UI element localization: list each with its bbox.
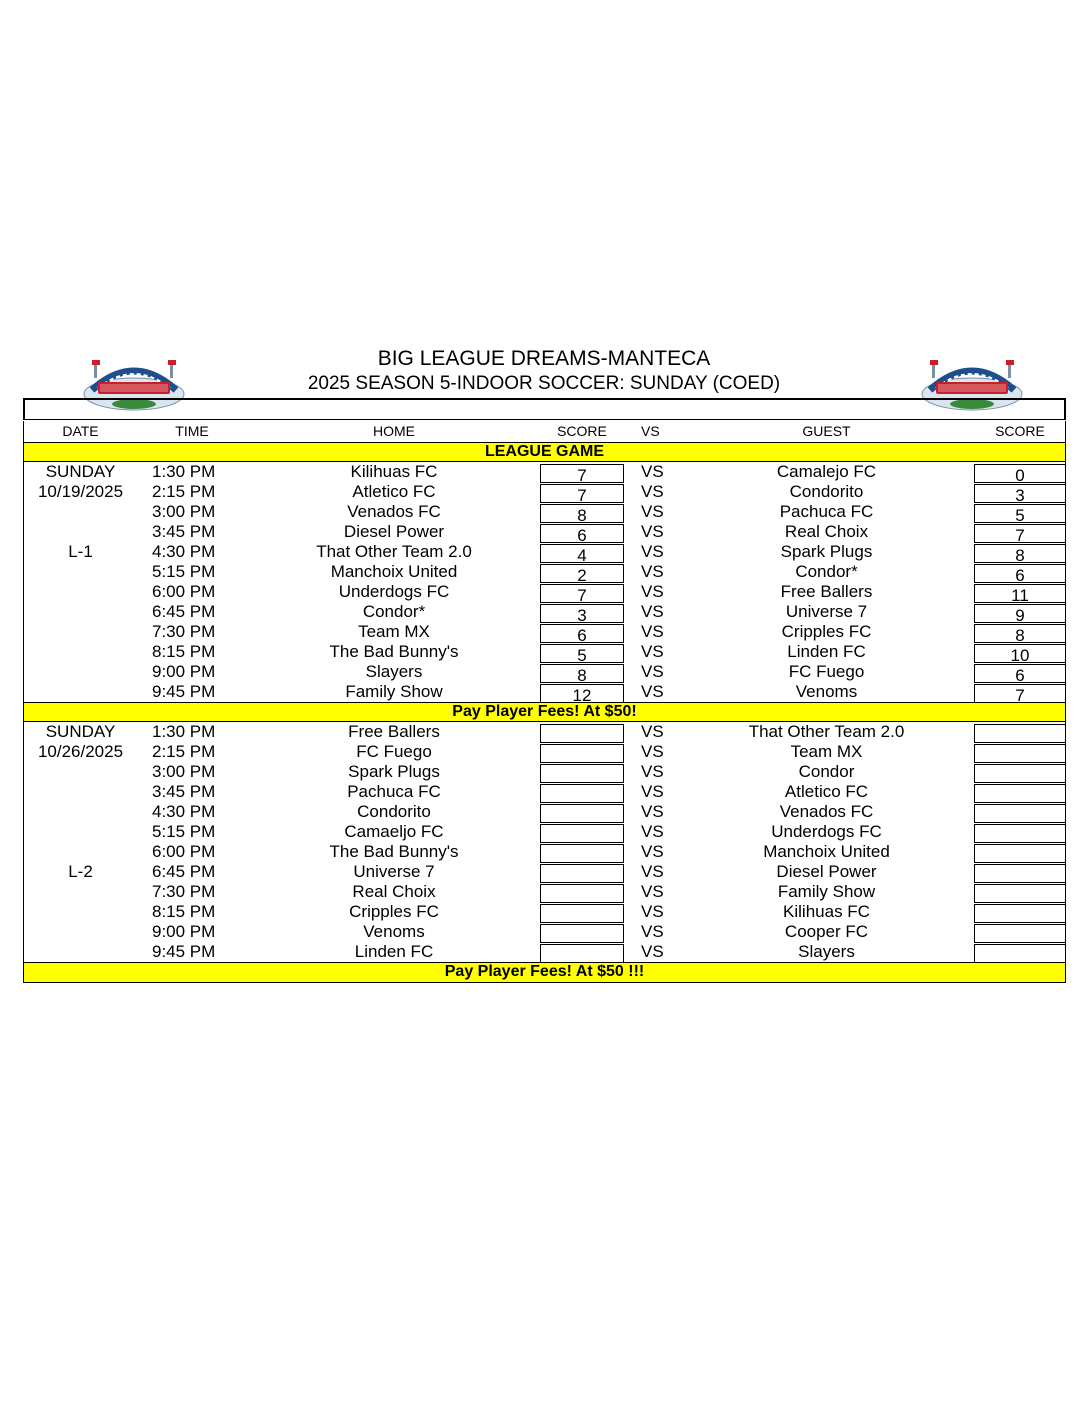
game-time: 1:30 PM (152, 462, 216, 481)
guest-team: Venoms (795, 682, 858, 701)
home-score-box (540, 804, 624, 823)
guest-score-box: 6 (974, 564, 1066, 583)
title-separator-row (23, 398, 1066, 420)
game-row (24, 682, 1065, 705)
game-date (24, 802, 137, 822)
guest-score-box (974, 744, 1066, 763)
guest-team: Universe 7 (785, 602, 868, 621)
home-team: Cripples FC (349, 902, 439, 921)
vs-label: VS (641, 662, 664, 681)
home-team: The Bad Bunny's (329, 842, 459, 861)
column-header-guest-score: SCORE (995, 423, 1045, 439)
game-date: SUNDAY (45, 722, 116, 741)
guest-team: Real Choix (784, 522, 869, 541)
guest-team: Venados FC (779, 802, 874, 821)
game-date (24, 822, 137, 842)
guest-team: Camalejo FC (776, 462, 877, 481)
game-date (24, 622, 137, 642)
vs-label: VS (641, 602, 664, 621)
guest-score-box: 11 (974, 584, 1066, 603)
home-team: Linden FC (354, 942, 434, 961)
home-score-box: 7 (540, 584, 624, 603)
page-subtitle: 2025 SEASON 5-INDOOR SOCCER: SUNDAY (COED) (307, 373, 781, 394)
game-time: 6:45 PM (152, 602, 216, 621)
guest-score-box: 8 (974, 544, 1066, 563)
home-score-box: 6 (540, 524, 624, 543)
column-header-time: TIME (175, 423, 209, 439)
game-row (24, 502, 1065, 525)
home-score-box: 5 (540, 644, 624, 663)
home-team: The Bad Bunny's (329, 642, 459, 661)
game-date (24, 662, 137, 682)
guest-score-box (974, 764, 1066, 783)
game-time: 4:30 PM (152, 542, 216, 561)
game-time: 7:30 PM (152, 882, 216, 901)
vs-label: VS (641, 542, 664, 561)
column-header-home: HOME (373, 423, 415, 439)
vs-label: VS (641, 882, 664, 901)
game-time: 8:15 PM (152, 642, 216, 661)
guest-team: Condor (798, 762, 855, 781)
home-score-box (540, 724, 624, 743)
game-row (24, 822, 1065, 842)
game-time: 2:15 PM (152, 742, 216, 761)
game-time: 3:45 PM (152, 782, 216, 801)
game-date: L-1 (68, 542, 93, 561)
game-row (24, 862, 1065, 882)
game-row (24, 542, 1065, 565)
game-time: 9:45 PM (152, 942, 216, 961)
vs-label: VS (641, 582, 664, 601)
game-time: 2:15 PM (152, 482, 216, 501)
game-date: 10/26/2025 (37, 742, 124, 761)
game-date: SUNDAY (45, 462, 116, 481)
home-score-box: 3 (540, 604, 624, 623)
home-team: Manchoix United (330, 562, 458, 581)
home-score-box (540, 824, 624, 843)
vs-label: VS (641, 742, 664, 761)
game-time: 8:15 PM (152, 902, 216, 921)
home-score-box: 4 (540, 544, 624, 563)
home-score-box: 7 (540, 464, 624, 483)
game-time: 4:30 PM (152, 802, 216, 821)
vs-label: VS (641, 642, 664, 661)
guest-team: Family Show (777, 882, 876, 901)
fee-reminder-banner: Pay Player Fees! At $50! (24, 702, 1065, 722)
game-date (24, 522, 137, 542)
guest-score-box (974, 944, 1066, 963)
guest-score-box (974, 924, 1066, 943)
home-team: Condor* (362, 602, 426, 621)
home-team: FC Fuego (356, 742, 432, 761)
home-team: Real Choix (352, 882, 436, 901)
guest-score-box: 5 (974, 504, 1066, 523)
fee-reminder-banner-final: Pay Player Fees! At $50 !!! (24, 962, 1065, 982)
home-team: Universe 7 (353, 862, 435, 881)
vs-label: VS (641, 922, 664, 941)
guest-score-box (974, 784, 1066, 803)
home-score-box (540, 904, 624, 923)
guest-score-box: 8 (974, 624, 1066, 643)
home-team: That Other Team 2.0 (316, 542, 472, 561)
game-date (24, 562, 137, 582)
guest-score-box: 7 (974, 684, 1066, 703)
game-row (24, 742, 1065, 762)
game-date (24, 602, 137, 622)
vs-label: VS (641, 482, 664, 501)
guest-team: Linden FC (787, 642, 866, 661)
game-time: 6:00 PM (152, 582, 216, 601)
home-team: Underdogs FC (338, 582, 450, 601)
game-date (24, 842, 137, 862)
guest-team: Manchoix United (763, 842, 890, 861)
home-team: Family Show (345, 682, 443, 701)
home-team: Team MX (358, 622, 430, 641)
home-team: Atletico FC (352, 482, 436, 501)
game-date (24, 582, 137, 602)
vs-label: VS (641, 782, 664, 801)
vs-label: VS (641, 942, 664, 961)
game-date (24, 782, 137, 802)
home-team: Spark Plugs (348, 762, 440, 781)
game-row (24, 462, 1065, 485)
game-date (24, 902, 137, 922)
column-header-vs: VS (641, 423, 660, 439)
guest-score-box: 0 (974, 464, 1066, 483)
guest-score-box: 6 (974, 664, 1066, 683)
game-time: 3:00 PM (152, 762, 216, 781)
home-score-box (540, 864, 624, 883)
game-time: 5:15 PM (152, 822, 216, 841)
vs-label: VS (641, 502, 664, 521)
game-row (24, 642, 1065, 665)
vs-label: VS (641, 562, 664, 581)
guest-team: Underdogs FC (771, 822, 882, 841)
guest-team: Condor* (795, 562, 858, 581)
game-row (24, 942, 1065, 962)
vs-label: VS (641, 622, 664, 641)
game-date: 10/19/2025 (37, 482, 124, 501)
guest-team: FC Fuego (788, 662, 865, 681)
game-row (24, 582, 1065, 605)
column-header-guest: GUEST (802, 423, 851, 439)
guest-score-box (974, 804, 1066, 823)
page-title: BIG LEAGUE DREAMS-MANTECA (377, 347, 711, 370)
game-row (24, 802, 1065, 822)
home-team: Kilihuas FC (350, 462, 438, 481)
guest-team: Diesel Power (776, 862, 877, 881)
guest-score-box: 3 (974, 484, 1066, 503)
home-score-box (540, 744, 624, 763)
home-team: Pachuca FC (347, 782, 441, 801)
game-row (24, 662, 1065, 685)
game-time: 9:45 PM (152, 682, 216, 701)
guest-score-box (974, 884, 1066, 903)
game-date (24, 942, 137, 962)
game-row (24, 622, 1065, 645)
game-row (24, 722, 1065, 742)
game-row (24, 602, 1065, 625)
schedule-table (23, 421, 1066, 983)
home-score-box: 12 (540, 684, 624, 703)
game-time: 1:30 PM (152, 722, 216, 741)
league-game-banner: LEAGUE GAME (24, 442, 1065, 462)
vs-label: VS (641, 722, 664, 741)
vs-label: VS (641, 842, 664, 861)
guest-score-box: 10 (974, 644, 1066, 663)
guest-team: Pachuca FC (779, 502, 874, 521)
game-time: 9:00 PM (152, 662, 216, 681)
game-row (24, 562, 1065, 585)
home-score-box (540, 844, 624, 863)
home-team: Condorito (357, 802, 431, 821)
game-time: 3:00 PM (152, 502, 216, 521)
week-1-games (24, 462, 1065, 705)
guest-score-box (974, 724, 1066, 743)
game-row (24, 522, 1065, 545)
guest-team: Slayers (798, 942, 855, 961)
game-time: 9:00 PM (152, 922, 216, 941)
game-time: 7:30 PM (152, 622, 216, 641)
column-header-home-score: SCORE (557, 423, 607, 439)
home-team: Slayers (365, 662, 423, 681)
home-score-box: 7 (540, 484, 624, 503)
guest-team: Free Ballers (780, 582, 873, 601)
vs-label: VS (641, 682, 664, 701)
vs-label: VS (641, 802, 664, 821)
game-date (24, 682, 137, 702)
home-score-box: 2 (540, 564, 624, 583)
game-row (24, 902, 1065, 922)
guest-team: Cripples FC (781, 622, 872, 641)
home-score-box (540, 944, 624, 963)
column-header-row (24, 421, 1065, 442)
home-team: Camaeljo FC (344, 822, 444, 841)
home-score-box: 6 (540, 624, 624, 643)
game-date: L-2 (68, 862, 93, 881)
week-2-games (24, 722, 1065, 962)
guest-team: Cooper FC (784, 922, 869, 941)
vs-label: VS (641, 462, 664, 481)
vs-label: VS (641, 822, 664, 841)
game-time: 3:45 PM (152, 522, 216, 541)
game-row (24, 482, 1065, 505)
home-team: Free Ballers (348, 722, 440, 741)
game-date (24, 762, 137, 782)
game-date (24, 502, 137, 522)
home-score-box (540, 924, 624, 943)
guest-team: Atletico FC (784, 782, 869, 801)
home-score-box: 8 (540, 504, 624, 523)
game-date (24, 642, 137, 662)
guest-team: Condorito (789, 482, 864, 501)
game-date (24, 882, 137, 902)
game-row (24, 882, 1065, 902)
guest-score-box (974, 824, 1066, 843)
guest-score-box: 9 (974, 604, 1066, 623)
guest-team: Team MX (790, 742, 863, 761)
guest-score-box (974, 904, 1066, 923)
home-score-box: 8 (540, 664, 624, 683)
guest-score-box (974, 844, 1066, 863)
home-team: Venados FC (347, 502, 441, 521)
vs-label: VS (641, 862, 664, 881)
game-row (24, 922, 1065, 942)
column-header-date: DATE (62, 423, 99, 439)
home-score-box (540, 884, 624, 903)
guest-score-box: 7 (974, 524, 1066, 543)
vs-label: VS (641, 522, 664, 541)
home-team: Venoms (363, 922, 425, 941)
game-time: 6:45 PM (152, 862, 216, 881)
home-score-box (540, 764, 624, 783)
guest-score-box (974, 864, 1066, 883)
game-date (24, 922, 137, 942)
game-time: 6:00 PM (152, 842, 216, 861)
vs-label: VS (641, 762, 664, 781)
guest-team: Spark Plugs (780, 542, 873, 561)
vs-label: VS (641, 902, 664, 921)
game-row (24, 762, 1065, 782)
guest-team: Kilihuas FC (783, 902, 870, 921)
game-row (24, 842, 1065, 862)
home-team: Diesel Power (343, 522, 445, 541)
home-score-box (540, 784, 624, 803)
game-row (24, 782, 1065, 802)
guest-team: That Other Team 2.0 (748, 722, 905, 741)
game-time: 5:15 PM (152, 562, 216, 581)
